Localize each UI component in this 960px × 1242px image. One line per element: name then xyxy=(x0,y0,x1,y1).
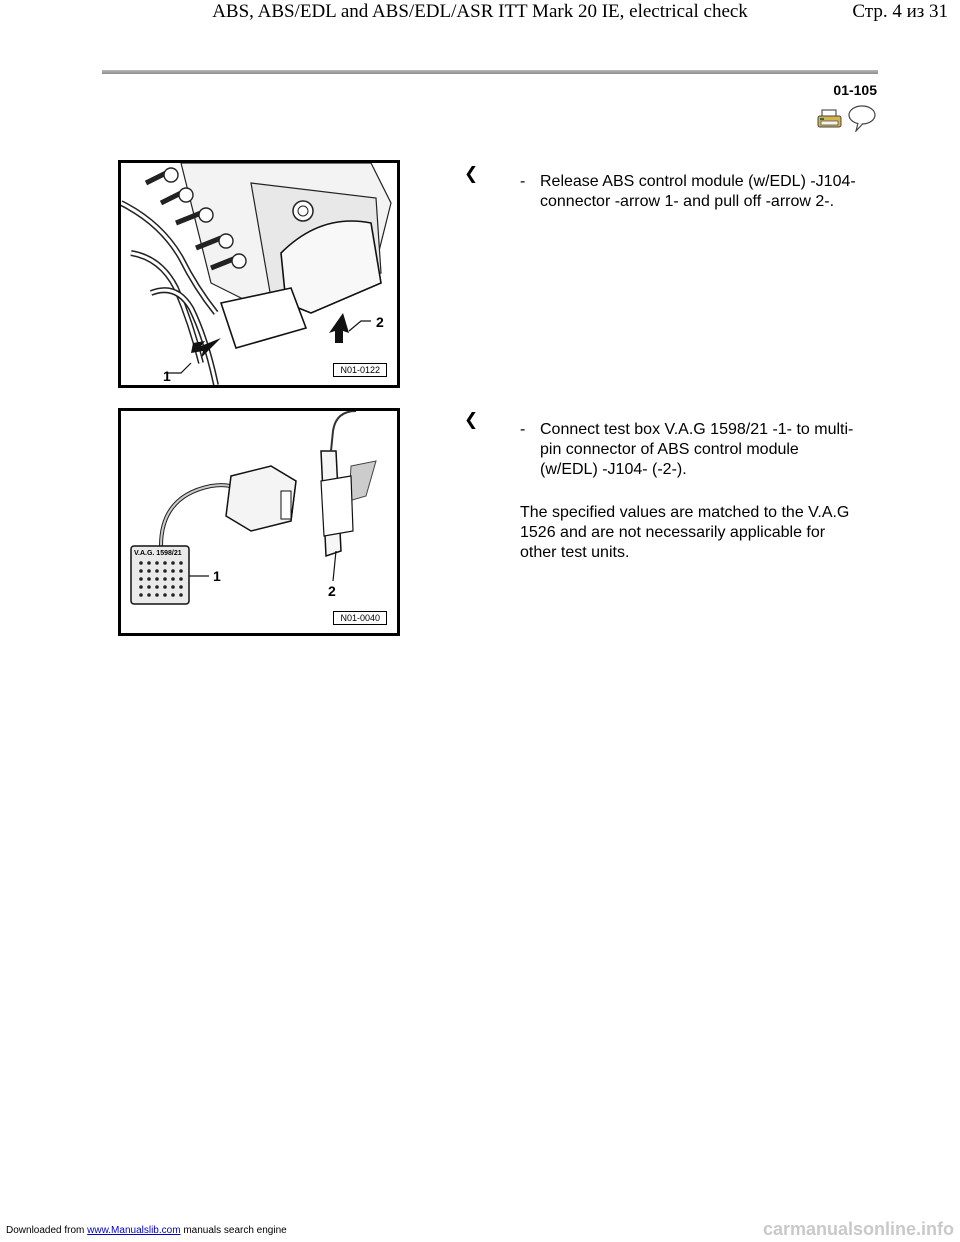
test-box-label: V.A.G. 1598/21 xyxy=(134,550,182,557)
note-text: The specified values are matched to the V.A.G 1526 and are not necessarily applicable for other test units. xyxy=(520,504,850,561)
print-icon[interactable] xyxy=(817,109,843,134)
pointer-left-icon: ❮ xyxy=(464,410,479,429)
speech-bubble-icon[interactable] xyxy=(846,104,878,137)
step-dash: - xyxy=(520,173,526,190)
step-2 xyxy=(520,420,860,480)
footer-suffix: manuals search engine xyxy=(183,1225,287,1236)
doc-number: 01-105 xyxy=(833,82,877,98)
document-title: ABS, ABS/EDL and ABS/EDL/ASR ITT Mark 20 IE, electrical check xyxy=(212,1,748,22)
manualslib-link[interactable]: www.Manualslib.com xyxy=(87,1225,181,1236)
watermark: carmanualsonline.info xyxy=(762,1219,954,1239)
test-box-illustration xyxy=(121,411,397,633)
step-text: Release ABS control module (w/EDL) -J104- connector -arrow 1- and pull off -arrow 2-. xyxy=(540,173,856,210)
figure-connector-release xyxy=(118,160,400,388)
figure-test-box xyxy=(118,408,400,636)
pointer-left-icon: ❮ xyxy=(464,164,479,183)
figure-code: N01-0040 xyxy=(333,611,387,625)
step-text: Connect test box V.A.G 1598/21 -1- to multi-pin connector of ABS control module (w/EDL) -J104- (-2-). xyxy=(540,421,854,478)
footer-source xyxy=(6,1225,287,1236)
header-divider xyxy=(102,70,878,74)
page-counter: Стр. 4 из 31 xyxy=(852,1,948,22)
figure-1-label-1: 1 xyxy=(163,368,171,384)
figure-2-label-1: 1 xyxy=(213,568,221,584)
figure-2-label-2: 2 xyxy=(328,583,336,599)
figure-1-label-2: 2 xyxy=(376,314,384,330)
figure-code: N01-0122 xyxy=(333,363,387,377)
step-dash: - xyxy=(520,421,526,438)
connector-release-illustration xyxy=(121,163,397,385)
step-1 xyxy=(520,172,860,212)
footer-prefix: Downloaded from xyxy=(6,1225,85,1236)
